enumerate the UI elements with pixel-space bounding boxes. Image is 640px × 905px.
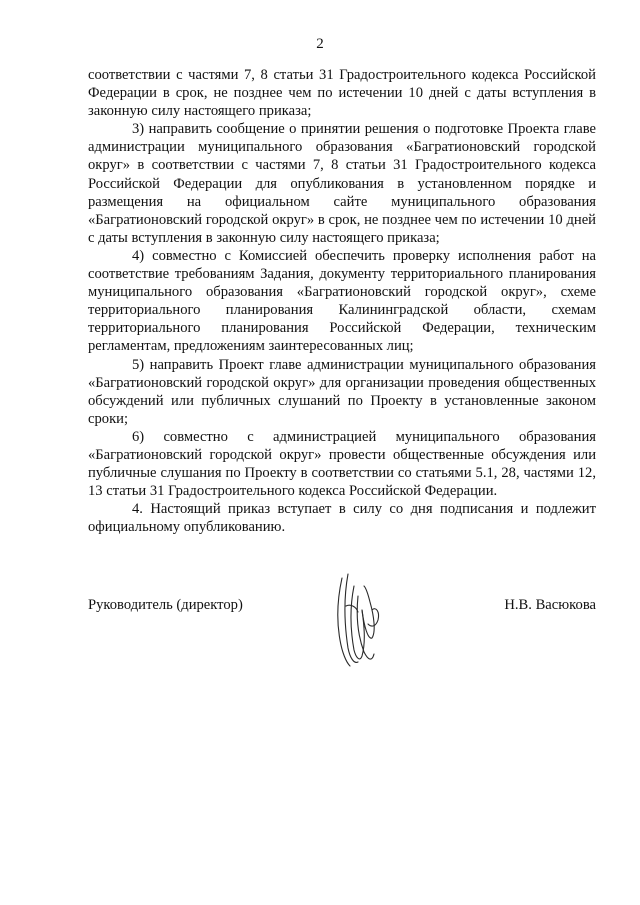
paragraph-continuation: соответствии с частями 7, 8 статьи 31 Градостроительного кодекса Российской Федерации в срок, не позднее чем по истечении 10 дней с даты вступления в законную силу настоящего приказа; — [88, 67, 596, 120]
paragraph-item-3: 3) направить сообщение о принятии решения о подготовке Проекта главе администрации муниципального образования «Багратионовский городской округ» в соответствии с частями 7, 8 статьи 31 Градостроительного кодекса Российской Федерации для опубликования в установленном порядке и размещения на официальном сайте муниципального образования «Багратионовский городской округ» в срок, не позднее чем по истечении 10 дней с даты вступления в законную силу настоящего приказа; — [88, 121, 596, 246]
handwritten-signature — [328, 566, 388, 676]
paragraph-clause-4: 4. Настоящий приказ вступает в силу со дня подписания и подлежит официальному опубликованию. — [88, 501, 596, 536]
paragraph-item-4: 4) совместно с Комиссией обеспечить проверку исполнения работ на соответствие требованиям Задания, документу территориального планирования муниципального образования «Багратионовский городской округ», схеме территориального планирования Калининградской области, схемам территориального планирования Российской Федерации, техническим регламентам, предложениям заинтересованных лиц; — [88, 247, 596, 355]
page-number: 2 — [316, 36, 324, 52]
signatory-title: Руководитель (директор) — [88, 597, 243, 613]
document-body — [88, 66, 596, 536]
signatory-name: Н.В. Васюкова — [504, 597, 596, 613]
paragraph-item-5: 5) направить Проект главе администрации муниципального образования «Багратионовский городской округ» для организации проведения общественных обсуждений или публичных слушаний по Проекту в установленные законом сроки; — [88, 356, 596, 427]
paragraph-item-6: 6) совместно с администрацией муниципального образования «Багратионовский городской округ» провести общественные обсуждения или публичные слушания по Проекту в соответствии со статьями 5.1, 28, частями 12, 13 статьи 31 Градостроительного кодекса Российской Федерации. — [88, 428, 596, 500]
signature-block — [88, 597, 596, 619]
